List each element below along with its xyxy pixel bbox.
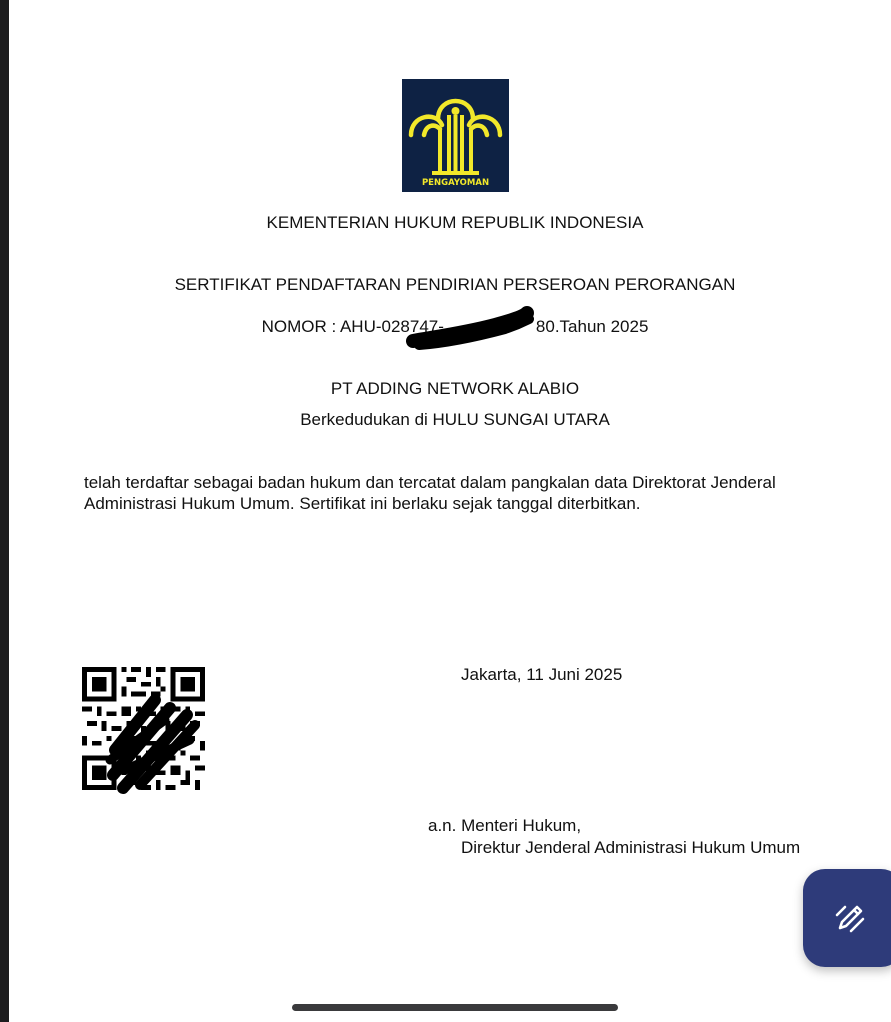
left-edge-bar bbox=[0, 0, 9, 1022]
logo-text: PENGAYOMAN bbox=[421, 178, 490, 188]
on-behalf-line: a.n. Menteri Hukum, bbox=[428, 816, 582, 835]
place-date: Jakarta, 11 Juni 2025 bbox=[461, 665, 623, 684]
ministry-heading: KEMENTERIAN HUKUM REPUBLIK INDONESIA bbox=[266, 213, 644, 232]
certificate-number bbox=[0, 317, 891, 337]
pengayoman-tree-icon bbox=[402, 79, 509, 192]
nomor-suffix: 80.Tahun 2025 bbox=[535, 317, 649, 336]
pengayoman-logo bbox=[402, 79, 509, 192]
qr-code-icon bbox=[82, 667, 205, 790]
registration-statement: telah terdaftar sebagai badan hukum dan tercatat dalam pangkalan data Direktorat Jenderal Administrasi Hukum Umum. Sertifikat ini berlaku sejak tanggal diterbitkan. bbox=[84, 473, 776, 513]
home-indicator-bar[interactable] bbox=[292, 1004, 618, 1011]
annotate-fab-button[interactable] bbox=[803, 869, 891, 967]
signer-title: Direktur Jenderal Administrasi Hukum Umum bbox=[461, 838, 801, 857]
nomor-prefix: NOMOR : AHU-028747- bbox=[261, 317, 444, 336]
pen-edit-icon bbox=[833, 901, 867, 935]
certificate-title: SERTIFIKAT PENDAFTARAN PENDIRIAN PERSEROAN PERORANGAN bbox=[174, 275, 736, 294]
company-domicile: Berkedudukan di HULU SUNGAI UTARA bbox=[300, 410, 610, 429]
company-name: PT ADDING NETWORK ALABIO bbox=[330, 379, 580, 398]
